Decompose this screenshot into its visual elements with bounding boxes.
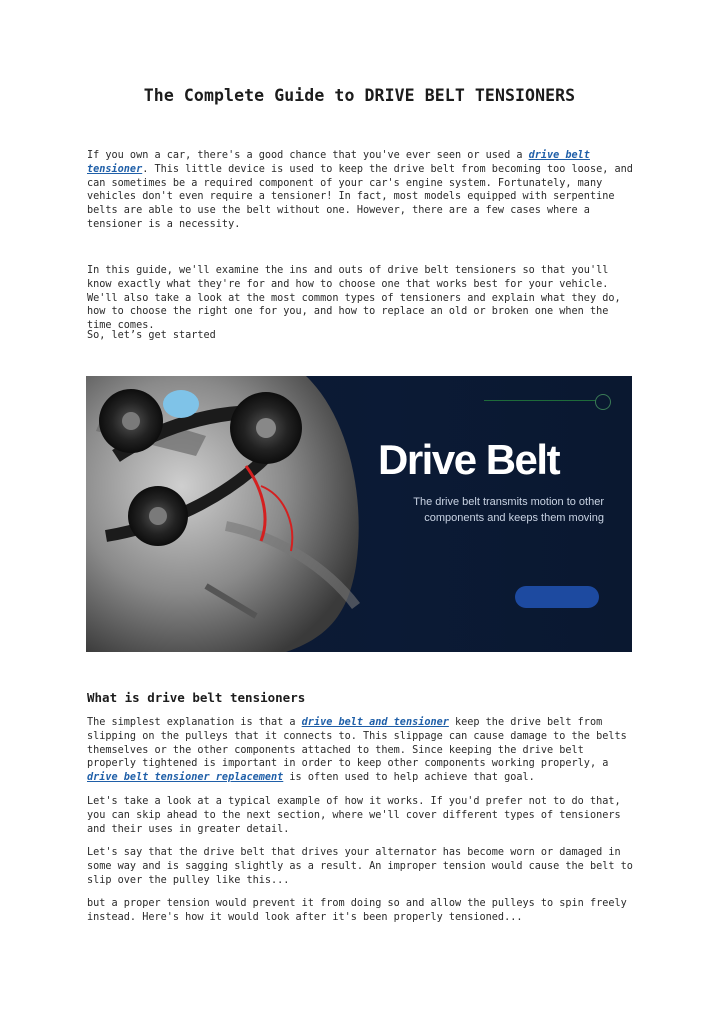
section-paragraph-4: but a proper tension would prevent it from doing so and allow the pulleys to spin freely instead. Here's how it would look after it's been properly tensioned... [87,898,627,923]
banner-button [515,586,599,608]
banner-title: Drive Belt [378,436,560,483]
intro-p1-text-before: If you own a car, there's a good chance that you've ever seen or used a [87,150,529,161]
decorative-ring-icon [595,394,611,410]
drive-belt-tensioner-replacement-link[interactable]: drive belt tensioner replacement [87,772,284,784]
section-paragraph-2: Let's take a look at a typical example of how it works. If you'd prefer not to do that, you can skip ahead to the next section, where we'll cover different types of tensioners and their uses in greater detail. [87,796,621,835]
decorative-line [484,400,596,401]
drive-belt-banner-image [86,376,632,652]
section-heading: What is drive belt tensioners [87,690,306,705]
section-paragraph-1 [87,716,635,785]
drive-belt-and-tensioner-link[interactable]: drive belt and tensioner [301,717,449,728]
intro-p1-text-after: . This little device is used to keep the drive belt from becoming too loose, and can sometimes be a required component of your car's engine system. Fortunately, many vehicles don't even require a tensioner! In fact, most models equipped with serpentine belts are able to use the belt without one. However, there are a few cases where a tensioner is a necessity. [87,163,633,230]
intro-paragraph-1 [87,149,635,232]
intro-paragraph-2: In this guide, we'll examine the ins and outs of drive belt tensioners so that you'll know exactly what they're for and how to choose one that works best for your vehicle. We'll also take a look at the most common types of tensioners and explain what they do, how to choose the right one for you, and how to replace an old or broken one when the time comes. [87,265,621,332]
section-paragraph-3: Let's say that the drive belt that drives your alternator has become worn or damaged in some way and is sagging slightly as a result. An improper tension would cause the belt to slip over the pulley like this... [87,847,633,886]
section-p1-text-after: is often used to help achieve that goal. [283,772,535,784]
section-p1-text-before: The simplest explanation is that a [87,717,302,728]
intro-paragraph-3: So, let’s get started [87,330,216,341]
page-title: The Complete Guide to DRIVE BELT TENSIONERS [143,86,576,105]
drive-belt-tensioner-link[interactable]: drive belt tensioner [87,150,590,175]
banner-subtitle: The drive belt transmits motion to other components and keeps them moving [413,496,604,524]
section-p1-text-middle: keep the drive belt from slipping on the pulleys that it connects to. This slippage can cause damage to the belts themselves or the other components attached to them. Since keeping the drive belt properly tightened is important in order to keep other components working properly, a [87,717,627,770]
